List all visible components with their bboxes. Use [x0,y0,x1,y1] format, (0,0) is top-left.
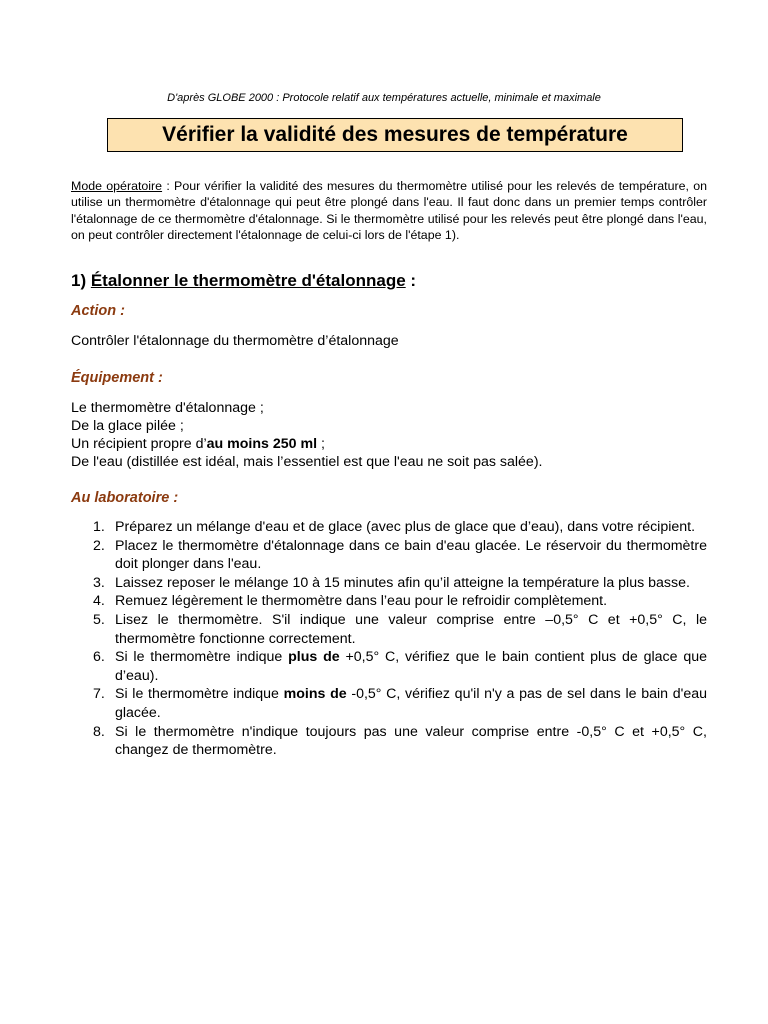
step-bold: plus de [288,649,340,666]
source-note: D'après GLOBE 2000 : Protocole relatif aux températures actuelle, minimale et maximale [167,92,601,104]
step-text: Si le thermomètre indique [115,649,289,666]
step-text: Si le thermomètre indique [115,686,284,703]
lab-heading: Au laboratoire : [71,490,179,506]
step-text: +0,5° C, vérifiez que le bain contient plus de glace que d’eau). [115,649,708,684]
action-heading: Action : [71,303,125,319]
step-text: Laissez reposer le mélange 10 à 15 minutes afin qu’il atteigne la température la plus basse. [115,574,690,591]
step-text: -0,5° C, vérifiez qu'il n'y a pas de sel dans le bain d'eau glacée. [115,686,707,721]
step-number: 6. [93,649,105,666]
step-text: Remuez légèrement le thermomètre dans l’eau pour le refroidir complètement. [115,593,608,610]
intro-label: Mode opératoire [71,179,163,193]
section-heading [71,271,416,291]
step-number: 3. [93,574,105,591]
lab-steps [71,518,707,760]
equipment-item [71,435,711,453]
intro-text: : Pour vérifier la validité des mesures du thermomètre utilisé pour les relevés de température, on utilise un thermomètre d'étalonnage qui peut être plongé dans l'eau. Il faut donc dans un premier temps contrôler l'étalonnage de ce thermomètre d'étalonnage. Si le thermomètre utilisé pour les relevés peut être plongé dans l'eau, on peut contrôler directement l'étalonnage de celui-ci lors de l'étape 1). [71,179,707,243]
step-number: 5. [93,611,105,628]
section-title: Étalonner le thermomètre d'étalonnage [90,271,406,290]
step-number: 2. [93,537,105,554]
action-text: Contrôler l'étalonnage du thermomètre d’étalonnage [71,333,399,349]
equipment-item: Le thermomètre d'étalonnage ; [71,400,264,416]
list-item [71,685,707,722]
step-number: 8. [93,723,105,740]
list-item [71,574,707,593]
page-title: Vérifier la validité des mesures de température [107,118,683,152]
section-number: 1) [71,271,91,290]
list-item [71,723,707,760]
step-text: Préparez un mélange d'eau et de glace (avec plus de glace que d’eau), dans votre récipient. [115,519,696,535]
list-item [71,537,707,574]
list-item [71,648,707,685]
equipment-heading: Équipement : [71,370,163,386]
list-item [71,611,707,648]
step-number: 1. [93,519,105,535]
equipment-item-text: Un récipient propre d’ [71,436,207,452]
list-item [71,518,707,537]
equipment-item: De l'eau (distillée est idéal, mais l’essentiel est que l'eau ne soit pas salée). [71,454,543,470]
step-text: Si le thermomètre n'indique toujours pas une valeur comprise entre -0,5° C et +0,5° C, changez de thermomètre. [115,723,707,759]
step-text: Placez le thermomètre d'étalonnage dans ce bain d'eau glacée. Le réservoir du thermomètre doit plonger dans l'eau. [115,537,707,573]
equipment-item-bold: au moins 250 ml [206,436,318,452]
step-text: Lisez le thermomètre. S'il indique une valeur comprise entre –0,5° C et +0,5° C, le thermomètre fonctionne correctement. [115,611,707,647]
equipment-list [71,399,711,471]
equipment-item: De la glace pilée ; [71,418,184,434]
step-bold: moins de [283,686,347,703]
step-number: 4. [93,593,105,610]
list-item [71,592,707,611]
equipment-item-text: ; [317,436,325,452]
step-number: 7. [93,686,105,703]
intro-paragraph [71,178,707,244]
section-colon: : [405,271,417,290]
